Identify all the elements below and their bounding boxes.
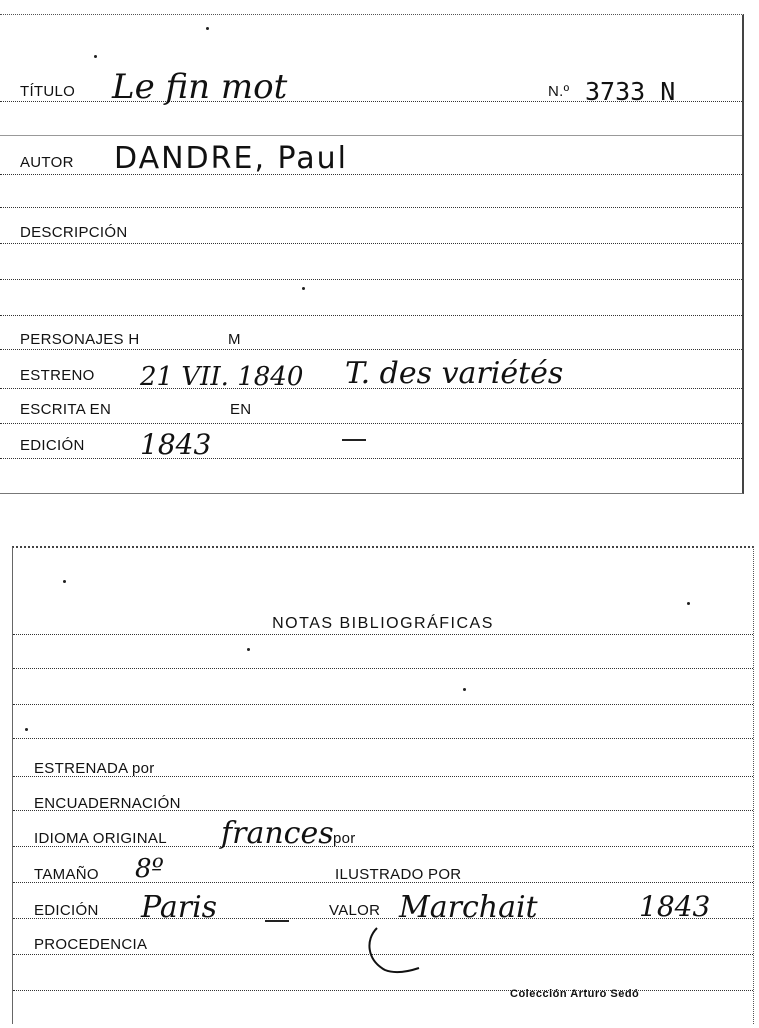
edicion-back-value: Paris bbox=[141, 890, 218, 925]
ink-dash bbox=[265, 920, 289, 922]
rule-line bbox=[0, 243, 742, 244]
speck bbox=[463, 688, 466, 691]
descripcion-label: DESCRIPCIÓN bbox=[20, 224, 128, 241]
numero-label: N.º bbox=[548, 83, 570, 100]
notas-title: NOTAS BIBLIOGRÁFICAS bbox=[272, 615, 494, 632]
rule-line bbox=[13, 990, 753, 991]
en-label: EN bbox=[230, 401, 252, 418]
rule-line bbox=[13, 704, 753, 705]
tamano-value: 8º bbox=[135, 854, 164, 884]
idioma-por-label: por bbox=[333, 830, 356, 847]
collection-credit: Colección Arturo Sedó bbox=[510, 988, 640, 1000]
titulo-label: TÍTULO bbox=[20, 83, 76, 100]
edicion-back-label: EDICIÓN bbox=[34, 902, 99, 919]
speck bbox=[206, 27, 209, 30]
valor-value: Marchait bbox=[399, 890, 538, 925]
ilustrado-label: ILUSTRADO POR bbox=[335, 866, 462, 883]
rule-line bbox=[0, 174, 742, 175]
valor-label: VALOR bbox=[329, 902, 381, 919]
titulo-value: Le fin mot bbox=[112, 67, 288, 107]
rule-line bbox=[0, 279, 742, 280]
rule-line bbox=[13, 738, 753, 739]
autor-label: AUTOR bbox=[20, 154, 74, 171]
rule-line bbox=[0, 423, 742, 424]
rule-line bbox=[0, 207, 742, 208]
rule-line bbox=[0, 315, 742, 316]
escrita-en-label: ESCRITA EN bbox=[20, 401, 112, 418]
estrenada-label: ESTRENADA por bbox=[34, 760, 155, 777]
idioma-value: frances bbox=[221, 816, 334, 851]
valor-year: 1843 bbox=[639, 890, 711, 923]
personajes-m-label: M bbox=[228, 331, 241, 348]
speck bbox=[247, 648, 250, 651]
tamano-label: TAMAÑO bbox=[34, 866, 99, 883]
rule-line bbox=[13, 634, 753, 635]
ink-dash bbox=[342, 439, 366, 441]
estreno-place: T. des variétés bbox=[345, 356, 564, 391]
rule-line bbox=[13, 668, 753, 669]
speck bbox=[302, 287, 305, 290]
speck bbox=[25, 728, 28, 731]
idioma-label: IDIOMA ORIGINAL bbox=[34, 830, 167, 847]
estreno-label: ESTRENO bbox=[20, 367, 95, 384]
edicion-value: 1843 bbox=[140, 428, 212, 461]
rule-line bbox=[0, 135, 742, 136]
edicion-label: EDICIÓN bbox=[20, 437, 85, 454]
rule-line bbox=[0, 349, 742, 350]
procedencia-label: PROCEDENCIA bbox=[34, 936, 148, 953]
encuadernacion-label: ENCUADERNACIÓN bbox=[34, 795, 181, 812]
rule-line bbox=[0, 458, 742, 459]
speck bbox=[63, 580, 66, 583]
catalog-card-back bbox=[12, 546, 754, 1024]
autor-value: DANDRE, Paul bbox=[114, 141, 348, 176]
ink-curve bbox=[363, 924, 423, 976]
personajes-h-label: PERSONAJES H bbox=[20, 331, 140, 348]
numero-value: 3733 N bbox=[585, 77, 676, 106]
catalog-card-front bbox=[0, 14, 744, 494]
speck bbox=[687, 602, 690, 605]
speck bbox=[94, 55, 97, 58]
estreno-date: 21 VII. 1840 bbox=[140, 362, 304, 392]
